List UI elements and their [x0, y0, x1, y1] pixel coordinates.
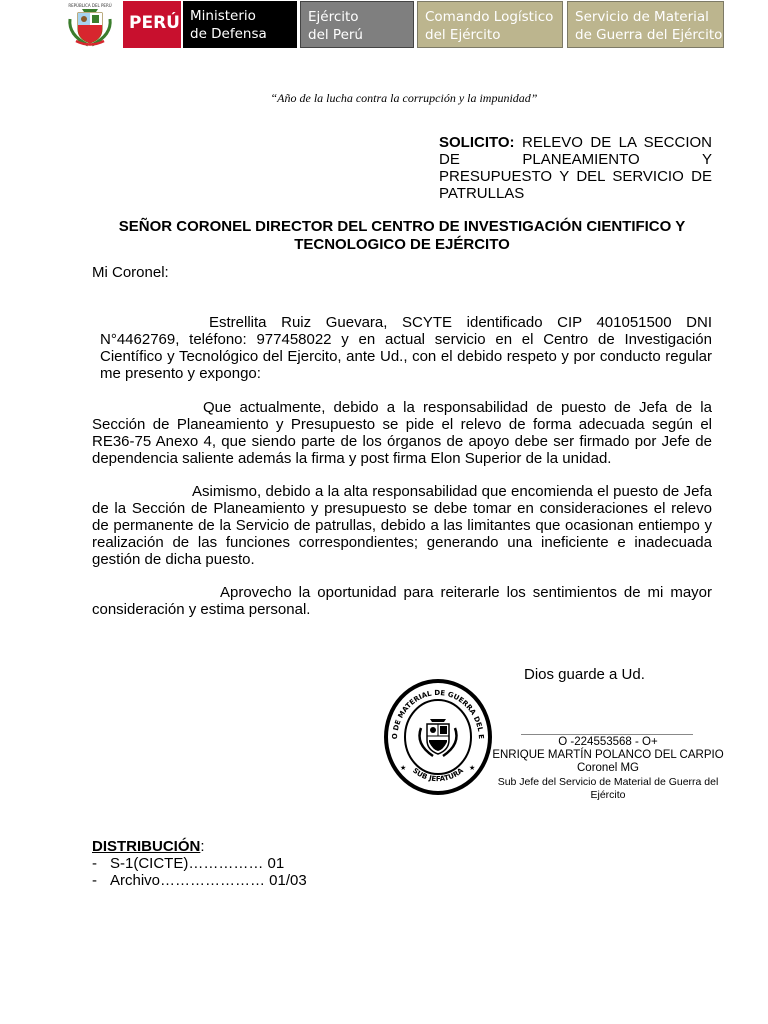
closing-salutation: Dios guarde a Ud.: [524, 666, 645, 683]
comando-logistico-label: [417, 1, 563, 48]
seal-ring-text: O DE MATERIAL DE GUERRA DEL E: [390, 688, 486, 740]
svg-text:REPÚBLICA DEL PERÚ: REPÚBLICA DEL PERÚ: [68, 3, 112, 8]
comando-line1: Comando Logístico: [425, 9, 554, 25]
list-item-dash: -: [92, 872, 97, 889]
svg-text:★: ★: [469, 765, 476, 772]
addressee: SEÑOR CORONEL DIRECTOR DEL CENTRO DE INVESTIGACIÓN CIENTIFICO Y TECNOLOGICO DE EJÉRCITO: [118, 218, 686, 253]
signature-name: ENRIQUE MARTÍN POLANCO DEL CARPIO: [492, 749, 724, 762]
subject-label: SOLICITO:: [439, 134, 515, 151]
comando-line2: del Ejército: [425, 27, 501, 43]
list-item: [92, 855, 307, 872]
ejercito-del-peru-label: [300, 1, 414, 48]
peru-text: PERÚ: [129, 13, 180, 33]
subject-text: RELEVO DE LA SECCION DE PLANEAMIENTO Y PRESUPUESTO Y DEL SERVICIO DE PATRULLAS: [439, 134, 712, 202]
official-seal-icon: [383, 678, 493, 796]
signature-line: [521, 734, 693, 735]
distribution-colon: :: [200, 838, 205, 855]
paragraph-closing: Aprovecho la oportunidad para reiterarle los sentimientos de mi mayor consideración y estima personal.: [92, 584, 712, 618]
ministerio-line2: de Defensa: [190, 26, 267, 42]
seal-bottom-text: SUB JEFATURA: [411, 766, 465, 784]
paragraph-introduction: Estrellita Ruiz Guevara, SCYTE identificado CIP 401051500 DNI N°4462769, teléfono: 977458022 y en actual servicio en el Centro de Investigación Científico y Tecnológico del Ejercito, ante Ud., con el debido respeto y por conducto regular me presento y expongo:: [100, 314, 712, 382]
header-bar: [62, 1, 724, 48]
signature-position: Sub Jefe del Servicio de Material de Guerra del Ejército: [497, 775, 719, 801]
subject-block: [439, 134, 712, 202]
servicio-material-guerra-label: [567, 1, 724, 48]
distribution-section: [92, 838, 307, 889]
peru-label: [123, 1, 181, 48]
ministerio-de-defensa-label: [181, 1, 297, 48]
peru-coat-of-arms-icon: [62, 1, 118, 48]
greeting: Mi Coronel:: [92, 264, 169, 281]
paragraph-reason: Que actualmente, debido a la responsabilidad de puesto de Jefa de la Sección de Planeamiento y Presupuesto se pide el relevo de forma adecuada según el RE36-75 Anexo 4, que siendo parte de los órganos de apoyo debe ser firmado por Jefe de dependencia saliente además la firma y post firma Elon Superior de la unidad.: [92, 399, 712, 467]
ejercito-line2: del Perú: [308, 27, 363, 43]
year-motto: “Año de la lucha contra la corrupción y la impunidad”: [270, 91, 538, 105]
ejercito-line1: Ejército: [308, 9, 359, 25]
list-item-dash: -: [92, 855, 97, 872]
svg-text:★: ★: [400, 765, 407, 772]
servicio-line1: Servicio de Material: [575, 9, 709, 25]
list-item-text: S-1(CICTE)…………… 01: [110, 855, 285, 872]
ministerio-line1: Ministerio: [190, 8, 256, 24]
signature-block: [490, 736, 726, 802]
servicio-line2: de Guerra del Ejército: [575, 27, 723, 43]
paragraph-additional-request: Asimismo, debido a la alta responsabilidad que encomienda el puesto de Jefa de la Sección de Planeamiento y presupuesto se debe tomar en consideraciones el relevo de permanente de la Servicio de patrullas, debido a las limitantes que ocasionan entiempo y realización de las funciones correspondientes; generando una ineficiente e inadecuada gestión de dicha puesto.: [92, 483, 712, 568]
signature-id: O -224553568 - O+: [558, 736, 658, 748]
list-item: [92, 872, 307, 889]
list-item-text: Archivo………………… 01/03: [110, 872, 307, 889]
signature-rank: Coronel MG: [577, 762, 639, 775]
distribution-title: DISTRIBUCIÓN: [92, 838, 201, 855]
